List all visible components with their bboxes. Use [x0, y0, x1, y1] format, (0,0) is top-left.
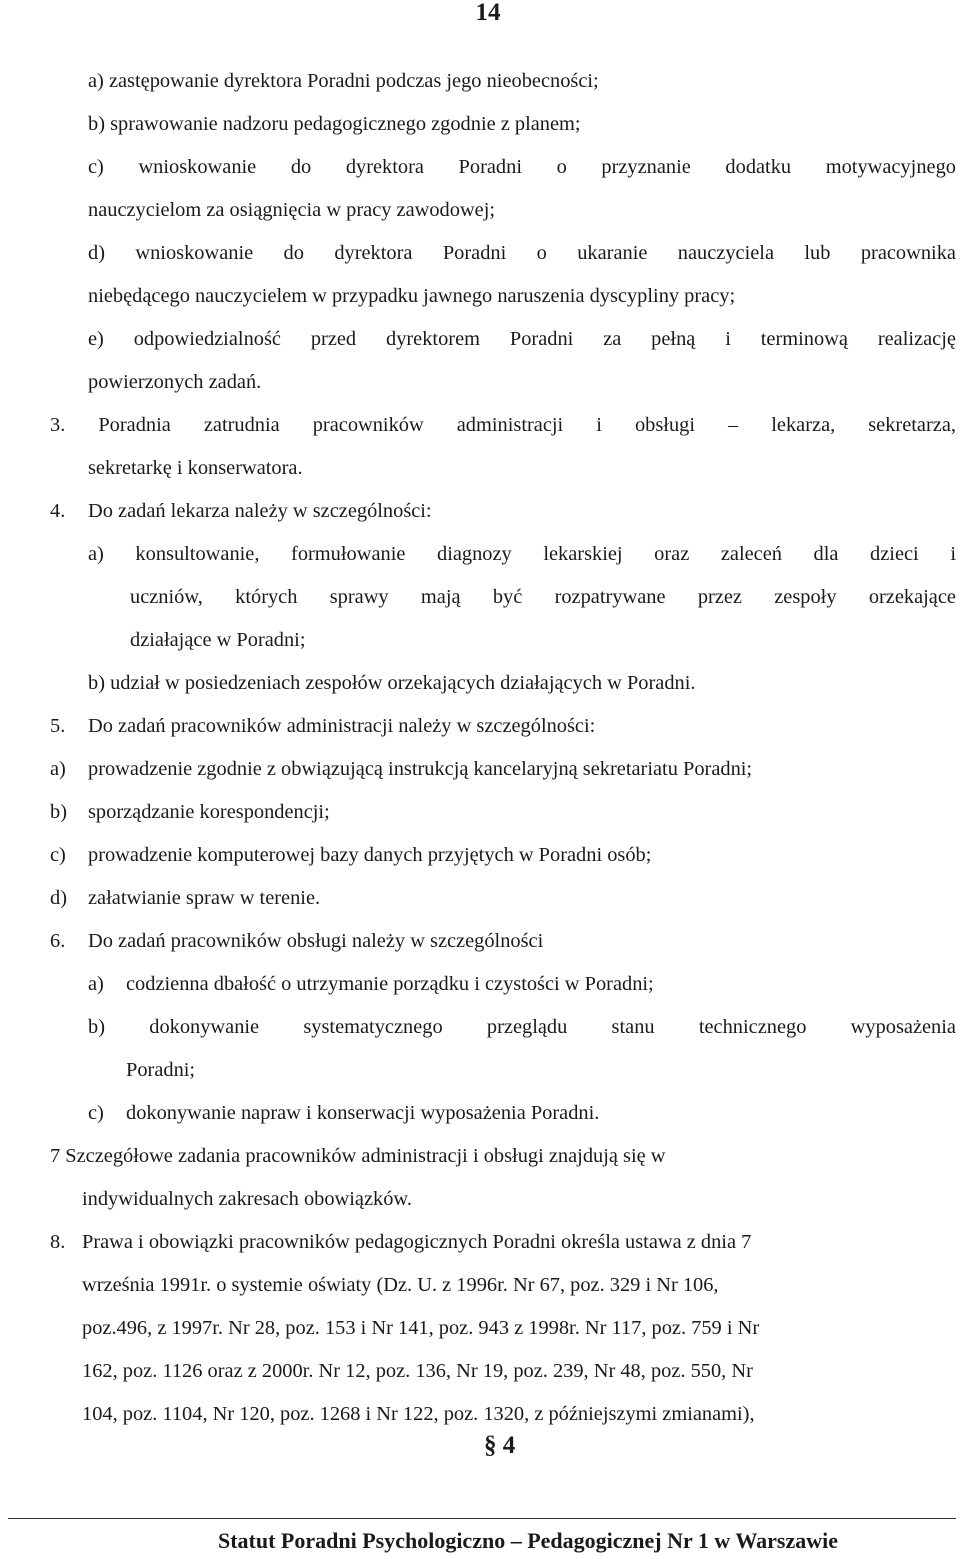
item-text: załatwianie spraw w terenie.: [88, 887, 321, 909]
list-item: [88, 1092, 956, 1135]
page-number: 14: [475, 0, 501, 26]
text-line: a) zastępowanie dyrektora Poradni podczas jego nieobecności;: [88, 70, 599, 92]
word: dokonywanie: [149, 1016, 260, 1038]
word: terminową: [760, 328, 848, 350]
text-line: poz.496, z 1997r. Nr 28, poz. 153 i Nr 141, poz. 943 z 1998r. Nr 117, poz. 759 i Nr: [82, 1317, 760, 1339]
word: pracowników: [312, 414, 424, 436]
justified-line: [88, 533, 956, 576]
text-line: Poradni;: [126, 1059, 196, 1081]
text-line: indywidualnych zakresach obowiązków.: [82, 1188, 412, 1210]
word: odpowiedzialność: [133, 328, 281, 350]
word: o: [536, 242, 547, 264]
justified-line: [88, 146, 956, 189]
item-number: 4.: [50, 500, 66, 522]
numbered-item: [50, 1221, 956, 1264]
word: mają: [420, 586, 461, 608]
word: 3.: [50, 414, 66, 436]
text-line: niebędącego nauczycielem w przypadku jawnego naruszenia dyscypliny pracy;: [88, 285, 736, 307]
word: przeglądu: [486, 1016, 568, 1038]
word: wyposażenia: [850, 1016, 956, 1038]
justified-line: [88, 318, 956, 361]
word: realizację: [877, 328, 956, 350]
word: systematycznego: [303, 1016, 443, 1038]
item-text: prowadzenie zgodnie z obwiązującą instrukcją kancelaryjną sekretariatu Poradni;: [88, 758, 753, 780]
word: dla: [813, 543, 839, 565]
list-item: [50, 834, 956, 877]
word: Poradnia: [98, 414, 171, 436]
word: i: [596, 414, 602, 436]
word: lub: [804, 242, 831, 264]
text-line: b) sprawowanie nadzoru pedagogicznego zgodnie z planem;: [88, 113, 581, 135]
word: lekarskiej: [543, 543, 623, 565]
word: pracownika: [860, 242, 956, 264]
word: dyrektora: [345, 156, 424, 178]
text-line: 104, poz. 1104, Nr 120, poz. 1268 i Nr 122, poz. 1320, z późniejszymi zmianami),: [82, 1403, 755, 1425]
page-footer: Statut Poradni Psychologiczno – Pedagogicznej Nr 1 w Warszawie: [217, 1528, 838, 1553]
item-label: c): [88, 1102, 104, 1124]
word: dyrektora: [334, 242, 413, 264]
item-text: Do zadań lekarza należy w szczególności:: [88, 500, 432, 522]
item-text: Prawa i obowiązki pracowników pedagogicznych Poradni określa ustawa z dnia 7: [82, 1231, 752, 1253]
word: technicznego: [698, 1016, 807, 1038]
item-label: a): [50, 758, 66, 780]
word: zatrudnia: [203, 414, 280, 436]
word: Poradni: [458, 156, 522, 178]
word: ukaranie: [577, 242, 648, 264]
justified-line: [130, 576, 956, 619]
item-label: c): [50, 844, 66, 866]
text-line: powierzonych zadań.: [88, 371, 262, 393]
justified-line: [50, 404, 956, 447]
word: d): [88, 242, 105, 264]
word: rozpatrywane: [554, 586, 666, 608]
item-text: sporządzanie korespondencji;: [88, 801, 330, 823]
word: do: [290, 156, 312, 178]
document-body: [50, 60, 956, 1436]
text-line: 7 Szczegółowe zadania pracowników administracji i obsługi znajdują się w: [50, 1145, 666, 1167]
word: c): [88, 156, 104, 178]
item-text: prowadzenie komputerowej bazy danych przyjętych w Poradni osób;: [88, 844, 652, 866]
word: uczniów,: [130, 586, 203, 608]
word: których: [235, 586, 298, 608]
list-item: [50, 791, 956, 834]
word: pełną: [651, 328, 696, 350]
numbered-item: [50, 490, 956, 533]
text-line: 162, poz. 1126 oraz z 2000r. Nr 12, poz. 136, Nr 19, poz. 239, Nr 48, poz. 550, Nr: [82, 1360, 753, 1382]
word: diagnozy: [437, 543, 512, 565]
word: wnioskowanie: [135, 242, 254, 264]
word: sprawy: [329, 586, 389, 608]
word: przed: [310, 328, 357, 350]
text-line: sekretarkę i konserwatora.: [88, 457, 303, 479]
word: a): [88, 543, 104, 565]
word: sekretarza,: [868, 414, 956, 436]
text-line: nauczycielom za osiągnięcia w pracy zawodowej;: [88, 199, 496, 221]
word: zespoły: [774, 586, 837, 608]
word: orzekające: [868, 586, 956, 608]
list-item: [50, 748, 956, 791]
footer-divider: [8, 1518, 956, 1519]
word: zaleceń: [720, 543, 782, 565]
item-number: 6.: [50, 930, 66, 952]
justified-line: [88, 1006, 956, 1049]
word: motywacyjnego: [825, 156, 956, 178]
word: i: [725, 328, 731, 350]
word: stanu: [611, 1016, 655, 1038]
numbered-item: [50, 705, 956, 748]
word: nauczyciela: [677, 242, 775, 264]
word: dodatku: [725, 156, 792, 178]
item-number: 8.: [50, 1231, 66, 1253]
word: dzieci: [870, 543, 919, 565]
word: przyznanie: [601, 156, 691, 178]
text-line: b) udział w posiedzeniach zespołów orzekających działających w Poradni.: [88, 672, 696, 694]
list-item: [50, 877, 956, 920]
word: wnioskowanie: [138, 156, 257, 178]
word: e): [88, 328, 104, 350]
item-text: dokonywanie napraw i konserwacji wyposażenia Poradni.: [126, 1102, 600, 1124]
item-label: a): [88, 973, 104, 995]
word: konsultowanie,: [135, 543, 260, 565]
numbered-item: [50, 920, 956, 963]
word: b): [88, 1016, 105, 1038]
section-heading: § 4: [484, 1432, 516, 1459]
word: obsługi: [634, 414, 695, 436]
item-number: 5.: [50, 715, 66, 737]
word: przez: [697, 586, 742, 608]
item-label: b): [50, 801, 67, 823]
word: Poradni: [509, 328, 574, 350]
item-text: Do zadań pracowników obsługi należy w szczególności: [88, 930, 544, 952]
justified-line: [88, 232, 956, 275]
word: dyrektorem: [386, 328, 480, 350]
word: za: [603, 328, 622, 350]
word: administracji: [456, 414, 564, 436]
word: –: [728, 414, 739, 436]
word: o: [556, 156, 567, 178]
word: być: [492, 586, 523, 608]
item-label: d): [50, 887, 67, 909]
item-text: Do zadań pracowników administracji należy w szczególności:: [88, 715, 596, 737]
word: Poradni: [442, 242, 507, 264]
word: formułowanie: [291, 543, 406, 565]
word: i: [950, 543, 956, 565]
list-item: [88, 963, 956, 1006]
item-text: codzienna dbałość o utrzymanie porządku i czystości w Poradni;: [126, 973, 654, 995]
word: lekarza,: [771, 414, 836, 436]
text-line: września 1991r. o systemie oświaty (Dz. U. z 1996r. Nr 67, poz. 329 i Nr 106,: [82, 1274, 719, 1296]
word: do: [283, 242, 304, 264]
word: oraz: [654, 543, 690, 565]
text-line: działające w Poradni;: [130, 629, 306, 651]
